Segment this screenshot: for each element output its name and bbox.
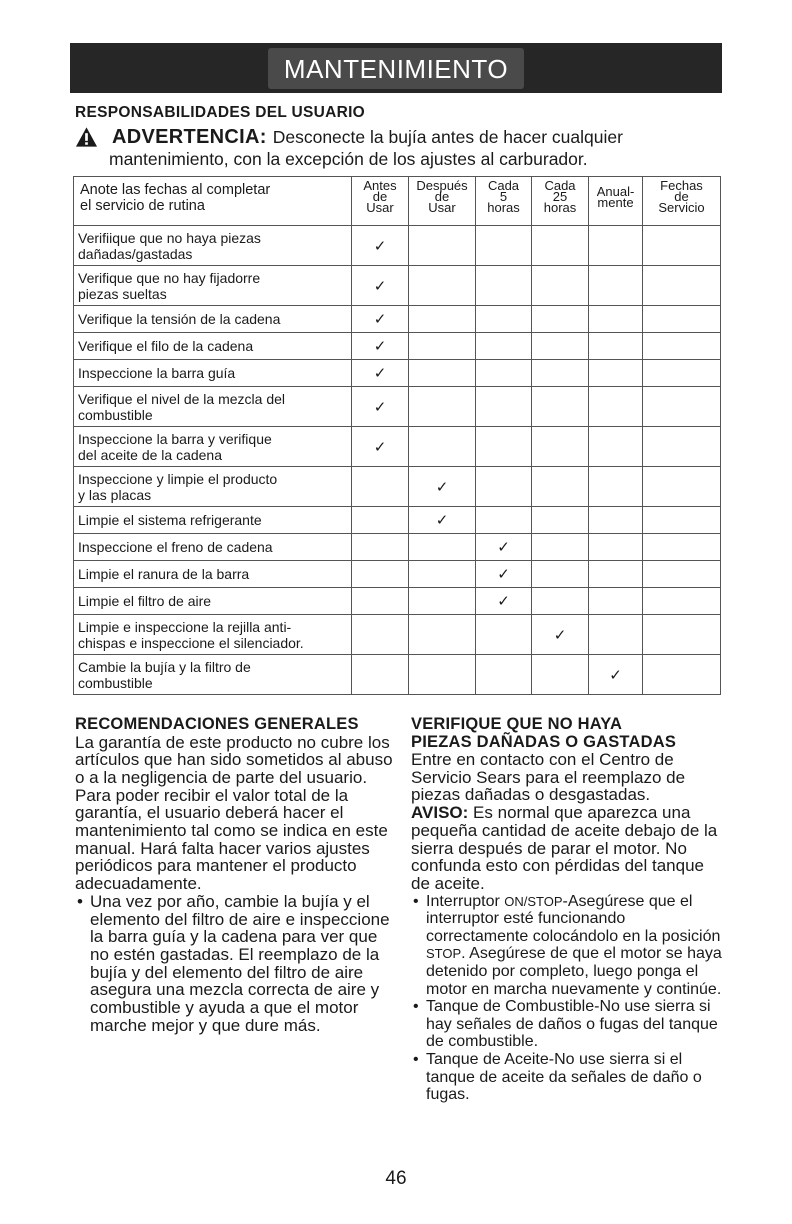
empty-cell (589, 615, 643, 655)
header-every-5-hours: Cada 5 horas (476, 177, 532, 226)
table-row (74, 360, 721, 387)
empty-cell (532, 387, 589, 427)
empty-cell (532, 427, 589, 467)
check-mark-icon: ✓ (409, 467, 476, 507)
table-row (74, 387, 721, 427)
empty-cell (589, 427, 643, 467)
empty-cell (409, 387, 476, 427)
empty-cell (352, 588, 409, 615)
banner-title-box (268, 48, 524, 89)
task-cell: Inspeccione el freno de cadena (74, 534, 352, 561)
task-cell: Cambie la bujía y la filtro de combustible (74, 655, 352, 695)
table-row (74, 615, 721, 655)
empty-cell (352, 534, 409, 561)
table-row (74, 561, 721, 588)
empty-cell (643, 226, 721, 266)
verify-bullet-oil-tank: • Tanque de Aceite-No use sierra si el tanque de aceite da señales de daño o fugas. (411, 1051, 726, 1104)
general-recommendations-bullet: • Una vez por año, cambie la bujía y el elemento del filtro de aire e inspeccione la barra guía y la cadena para ver que no estén gastadas. El reemplazo de la bujía y del elemento del filtro de aire asegura una mezcla correcta de aire y combustible y ayuda a que el motor marche mejor y que dure más. (75, 893, 395, 1035)
table-description-header: Anote las fechas al completar el servicio de rutina (74, 177, 352, 226)
empty-cell (476, 387, 532, 427)
empty-cell (532, 467, 589, 507)
responsibilities-heading: RESPONSABILIDADES DEL USUARIO (75, 104, 366, 121)
task-cell: Limpie el ranura de la barra (74, 561, 352, 588)
empty-cell (532, 266, 589, 306)
check-mark-icon: ✓ (352, 360, 409, 387)
empty-cell (643, 387, 721, 427)
empty-cell (476, 360, 532, 387)
table-row (74, 655, 721, 695)
task-cell: Verifiique que no haya piezas dañadas/gastadas (74, 226, 352, 266)
empty-cell (643, 655, 721, 695)
warning-text-2: mantenimiento, con la excepción de los ajustes al carburador. (109, 149, 588, 169)
header-after-use: Después de Usar (409, 177, 476, 226)
task-cell: Inspeccione la barra y verifique del aceite de la cadena (74, 427, 352, 467)
empty-cell (409, 588, 476, 615)
empty-cell (476, 507, 532, 534)
verify-parts-column (411, 716, 726, 1104)
empty-cell (643, 467, 721, 507)
check-mark-icon: ✓ (532, 615, 589, 655)
empty-cell (476, 306, 532, 333)
aviso-text: Es normal que aparezca una pequeña cantidad de aceite debajo de la sierra después de parar el motor. No confunda esto con pérdidas del tanque de aceite. (411, 803, 718, 893)
empty-cell (643, 427, 721, 467)
empty-cell (476, 655, 532, 695)
header-before-use: Antes de Usar (352, 177, 409, 226)
empty-cell (589, 507, 643, 534)
empty-cell (409, 427, 476, 467)
empty-cell (643, 333, 721, 360)
task-cell: Inspeccione y limpie el producto y las placas (74, 467, 352, 507)
check-mark-icon: ✓ (589, 655, 643, 695)
banner-title: MANTENIMIENTO (283, 53, 509, 84)
empty-cell (532, 333, 589, 360)
empty-cell (589, 333, 643, 360)
table-row (74, 306, 721, 333)
check-mark-icon: ✓ (352, 427, 409, 467)
check-mark-icon: ✓ (352, 266, 409, 306)
empty-cell (476, 266, 532, 306)
check-mark-icon: ✓ (409, 507, 476, 534)
empty-cell (589, 588, 643, 615)
empty-cell (476, 226, 532, 266)
task-cell: Limpie e inspeccione la rejilla anti- chispas e inspeccione el silenciador. (74, 615, 352, 655)
empty-cell (589, 266, 643, 306)
table-row (74, 226, 721, 266)
section-banner (70, 43, 722, 93)
task-cell: Verifique que no hay fijadorre piezas sueltas (74, 266, 352, 306)
check-mark-icon: ✓ (352, 387, 409, 427)
check-mark-icon: ✓ (476, 534, 532, 561)
table-row (74, 588, 721, 615)
empty-cell (589, 534, 643, 561)
empty-cell (643, 266, 721, 306)
empty-cell (589, 226, 643, 266)
header-service-dates: Fechas de Servicio (643, 177, 721, 226)
task-cell: Verifique el nivel de la mezcla del combustible (74, 387, 352, 427)
empty-cell (532, 507, 589, 534)
empty-cell (532, 226, 589, 266)
warning-text-1: Desconecte la bujía antes de hacer cualquier (272, 126, 623, 147)
empty-cell (643, 615, 721, 655)
empty-cell (643, 588, 721, 615)
header-every-25-hours: Cada 25 horas (532, 177, 589, 226)
table-row (74, 507, 721, 534)
empty-cell (532, 588, 589, 615)
task-cell: Inspeccione la barra guía (74, 360, 352, 387)
check-mark-icon: ✓ (476, 561, 532, 588)
empty-cell (476, 333, 532, 360)
general-recommendations-column (75, 716, 395, 1034)
table-row (74, 333, 721, 360)
general-recommendations-paragraph: La garantía de este producto no cubre los artículos que han sido sometidos al abuso o a la negligencia de parte del usuario. Para poder recibir el valor total de la garantía, el usuario deberá hacer el mantenimiento tal como se indica en este manual. Hará falta hacer varios ajustes periódicos para mantener el producto adecuadamente. (75, 732, 393, 894)
empty-cell (643, 534, 721, 561)
empty-cell (409, 333, 476, 360)
empty-cell (409, 534, 476, 561)
empty-cell (589, 467, 643, 507)
table-row (74, 266, 721, 306)
empty-cell (352, 561, 409, 588)
empty-cell (352, 467, 409, 507)
aviso-paragraph (411, 804, 726, 893)
empty-cell (532, 306, 589, 333)
maintenance-schedule-table (73, 176, 721, 695)
empty-cell (532, 655, 589, 695)
warning-icon (75, 126, 98, 148)
verify-paragraph: Entre en contacto con el Centro de Servicio Sears para el reemplazo de piezas dañadas o desgastadas. (411, 750, 686, 805)
verify-heading-line-2: PIEZAS DAÑADAS O GASTADAS (411, 732, 677, 751)
empty-cell (476, 615, 532, 655)
empty-cell (409, 360, 476, 387)
empty-cell (532, 360, 589, 387)
verify-bullet-fuel-tank: • Tanque de Combustible-No use sierra si hay señales de daños o fugas del tanque de combustible. (411, 998, 726, 1051)
empty-cell (476, 467, 532, 507)
empty-cell (589, 387, 643, 427)
warning-label: ADVERTENCIA: (112, 125, 267, 148)
task-cell: Limpie el filtro de aire (74, 588, 352, 615)
verify-bullet-switch: • Interruptor ON/STOP-Asegúrese que el interruptor esté funcionando correctamente colocándolo en la posición STOP. Asegúrese de que el motor se haya detenido por completo, luego ponga el motor en marcha nuevamente y continúe. (411, 893, 726, 999)
empty-cell (409, 655, 476, 695)
task-cell: Limpie el sistema refrigerante (74, 507, 352, 534)
empty-cell (532, 534, 589, 561)
table-header-row (74, 177, 721, 226)
aviso-label: AVISO: (411, 803, 469, 823)
check-mark-icon: ✓ (476, 588, 532, 615)
empty-cell (409, 226, 476, 266)
table-row (74, 427, 721, 467)
empty-cell (589, 360, 643, 387)
check-mark-icon: ✓ (352, 333, 409, 360)
empty-cell (643, 561, 721, 588)
general-recommendations-heading: RECOMENDACIONES GENERALES (75, 715, 359, 733)
table-row (74, 534, 721, 561)
empty-cell (409, 266, 476, 306)
empty-cell (643, 507, 721, 534)
empty-cell (643, 306, 721, 333)
check-mark-icon: ✓ (352, 306, 409, 333)
task-cell: Verifique la tensión de la cadena (74, 306, 352, 333)
header-annually: Anual- mente (589, 177, 643, 226)
empty-cell (589, 561, 643, 588)
empty-cell (532, 561, 589, 588)
task-cell: Verifique el filo de la cadena (74, 333, 352, 360)
empty-cell (352, 507, 409, 534)
empty-cell (589, 306, 643, 333)
check-mark-icon: ✓ (352, 226, 409, 266)
empty-cell (409, 561, 476, 588)
empty-cell (476, 427, 532, 467)
verify-heading-line-1: VERIFIQUE QUE NO HAYA (411, 715, 623, 733)
empty-cell (643, 360, 721, 387)
empty-cell (352, 655, 409, 695)
page-number: 46 (385, 1168, 407, 1189)
table-row (74, 467, 721, 507)
empty-cell (409, 306, 476, 333)
warning-block (75, 126, 735, 170)
empty-cell (352, 615, 409, 655)
empty-cell (409, 615, 476, 655)
